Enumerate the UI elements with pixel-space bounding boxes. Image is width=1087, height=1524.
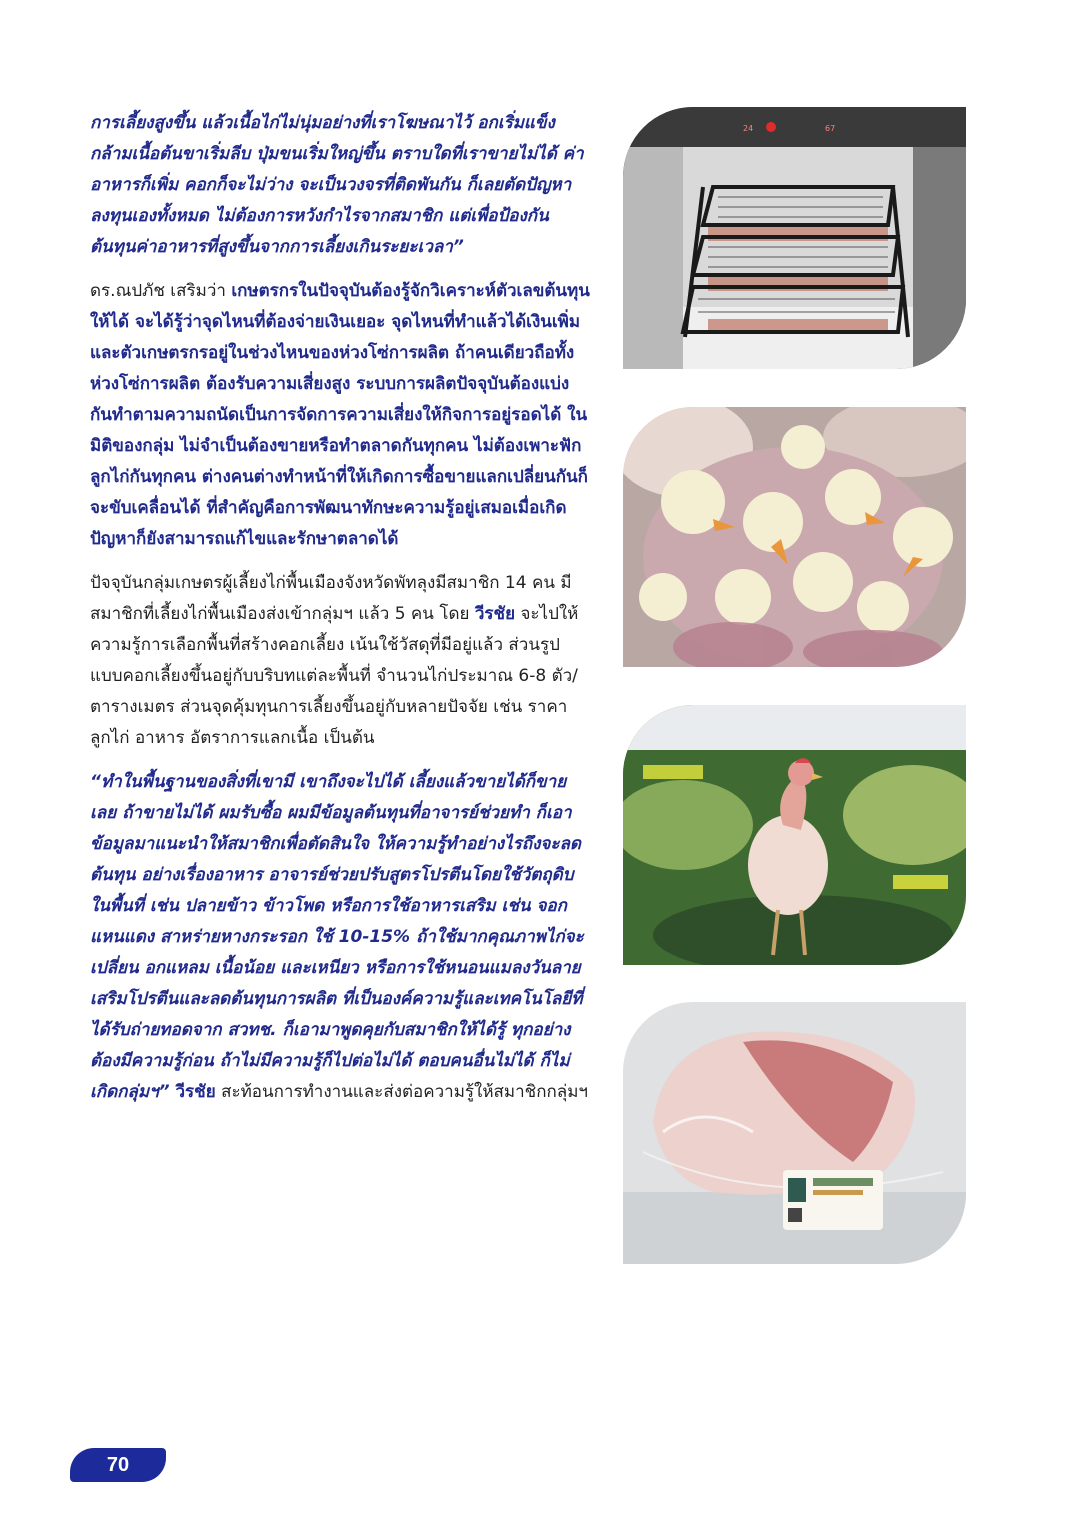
- article-column: [90, 108, 590, 1121]
- member-name: วีรชัย: [474, 604, 516, 624]
- paragraph-3: [90, 568, 590, 754]
- paragraph-2-body: เกษตรกรในปัจจุบันต้องรู้จักวิเคราะห์ตัวเลขต้นทุนให้ได้ จะได้รู้ว่าจุดไหนที่ต้องจ่ายเงินเยอะ จุดไหนที่ทำแล้วได้เงินเพิ่มและตัวเกษตรกรอยู่ในช่วงไหนของห่วงโซ่การผลิต ถ้าคนเดียวถือทั้งห่วงโซ่การผลิต ต้องรับความเสี่ยงสูง ระบบการผลิตปัจจุบันต้องแบ่งกันทำตามความถนัดเป็นการจัดการความเสี่ยงให้กิจการอยู่รอดได้ ในมิติของกลุ่ม ไม่จำเป็นต้องขายหรือทำตลาดกันทุกคน ไม่ต้องเพาะฟักลูกไก่กันทุกคน ต่างคนต่างทำหน้าที่ให้เกิดการซื้อขายแลกเปลี่ยนกันก็จะขับเคลื่อนได้ ที่สำคัญคือการพัฒนาทักษะความรู้อยู่เสมอเมื่อเกิดปัญหาก็ยังสามารถแก้ไขและรักษาตลาดได้: [90, 281, 590, 549]
- quote-attribution: วีรชัย: [169, 1082, 216, 1102]
- quote-paragraph-4: “ทำในพื้นฐานของสิ่งที่เขามี เขาถึงจะไปได้ เลี้ยงแล้วขายได้ก็ขายเลย ถ้าขายไม่ได้ ผมรับซื้อ ผมมีข้อมูลต้นทุนที่อาจารย์ช่วยทำ ก็เอาข้อมูลมาแนะนำให้สมาชิกเพื่อตัดสินใจ ให้ความรู้ทำอย่างไรถึงจะลดต้นทุน อย่างเรื่องอาหาร อาจารย์ช่วยปรับสูตรโปรตีนโดยใช้วัตถุดิบในพื้นที่ เช่น ปลายข้าว ข้าวโพด หรือการใช้อาหารเสริม เช่น จอก แหนแดง สาหร่ายหางกระรอก ใช้ 10-15% ถ้าใช้มากคุณภาพไก่จะเปลี่ยน อกแหลม เนื้อน้อย และเหนียว หรือการใช้หนอนแมลงวันลายเสริมโปรตีนและลดต้นทุนการผลิต ที่เป็นองค์ความรู้และเทคโนโลยีที่ได้รับถ่ายทอดจาก สวทช. ก็เอามาพูดคุยกับสมาชิกให้ได้รู้ ทุกอย่างต้องมีความรู้ก่อน ถ้าไม่มีความรู้ก็ไปต่อไม่ได้ ตอบคนอื่นไม่ได้ ก็ไม่เกิดกลุ่มฯ”: [90, 772, 584, 1102]
- naked-neck-chicken-photo: [623, 705, 966, 965]
- speaker-verb: เสริมว่า: [164, 281, 232, 301]
- paragraph-3-start: ปัจจุบันกลุ่มเกษตรผู้เลี้ยงไก่พื้นเมืองจังหวัดพัทลุงมีสมาชิก 14 คน มีสมาชิกที่เลี้ยงไก่พื้นเมืองส่งเข้ากลุ่มฯ แล้ว 5 คน โดย: [90, 573, 572, 624]
- paragraph-4: [90, 767, 590, 1108]
- page-number: 70: [106, 1453, 130, 1476]
- chicks-photo: [623, 407, 966, 667]
- paragraph-4-tail: สะท้อนการทำงานและส่งต่อความรู้ให้สมาชิกกลุ่มฯ: [215, 1082, 588, 1102]
- incubator-readout-left: 24: [743, 124, 754, 133]
- paragraph-2: [90, 276, 590, 555]
- speaker-name: ดร.ณปภัช: [90, 281, 165, 301]
- packaged-chicken-photo: [623, 1002, 966, 1264]
- page-number-badge: [70, 1448, 166, 1482]
- incubator-readout-right: 67: [825, 124, 836, 133]
- incubator-photo: [623, 107, 966, 369]
- quote-paragraph-1: การเลี้ยงสูงขึ้น แล้วเนื้อไก่ไม่นุ่มอย่างที่เราโฆษณาไว้ อกเริ่มแข็ง กล้ามเนื้อต้นขาเริ่มลีบ ปุ่มขนเริ่มใหญ่ขึ้น ตราบใดที่เราขายไม่ได้ ค่าอาหารก็เพิ่ม คอกก็จะไม่ว่าง จะเป็นวงจรที่ติดพันกัน ก็เลยตัดปัญหา ลงทุนเองทั้งหมด ไม่ต้องการหวังกำไรจากสมาชิก แต่เพื่อป้องกันต้นทุนค่าอาหารที่สูงขึ้นจากการเลี้ยงเกินระยะเวลา”: [90, 113, 584, 257]
- paragraph-3-end: จะไปให้ความรู้การเลือกพื้นที่สร้างคอกเลี้ยง เน้นใช้วัสดุที่มีอยู่แล้ว ส่วนรูปแบบคอกเลี้ยงขึ้นอยู่กับบริบทแต่ละพื้นที่ จำนวนไก่ประมาณ 6-8 ตัว/ตารางเมตร ส่วนจุดคุ้มทุนการเลี้ยงขึ้นอยู่กับหลายปัจจัย เช่น ราคาลูกไก่ อาหาร อัตราการแลกเนื้อ เป็นต้น: [90, 604, 579, 748]
